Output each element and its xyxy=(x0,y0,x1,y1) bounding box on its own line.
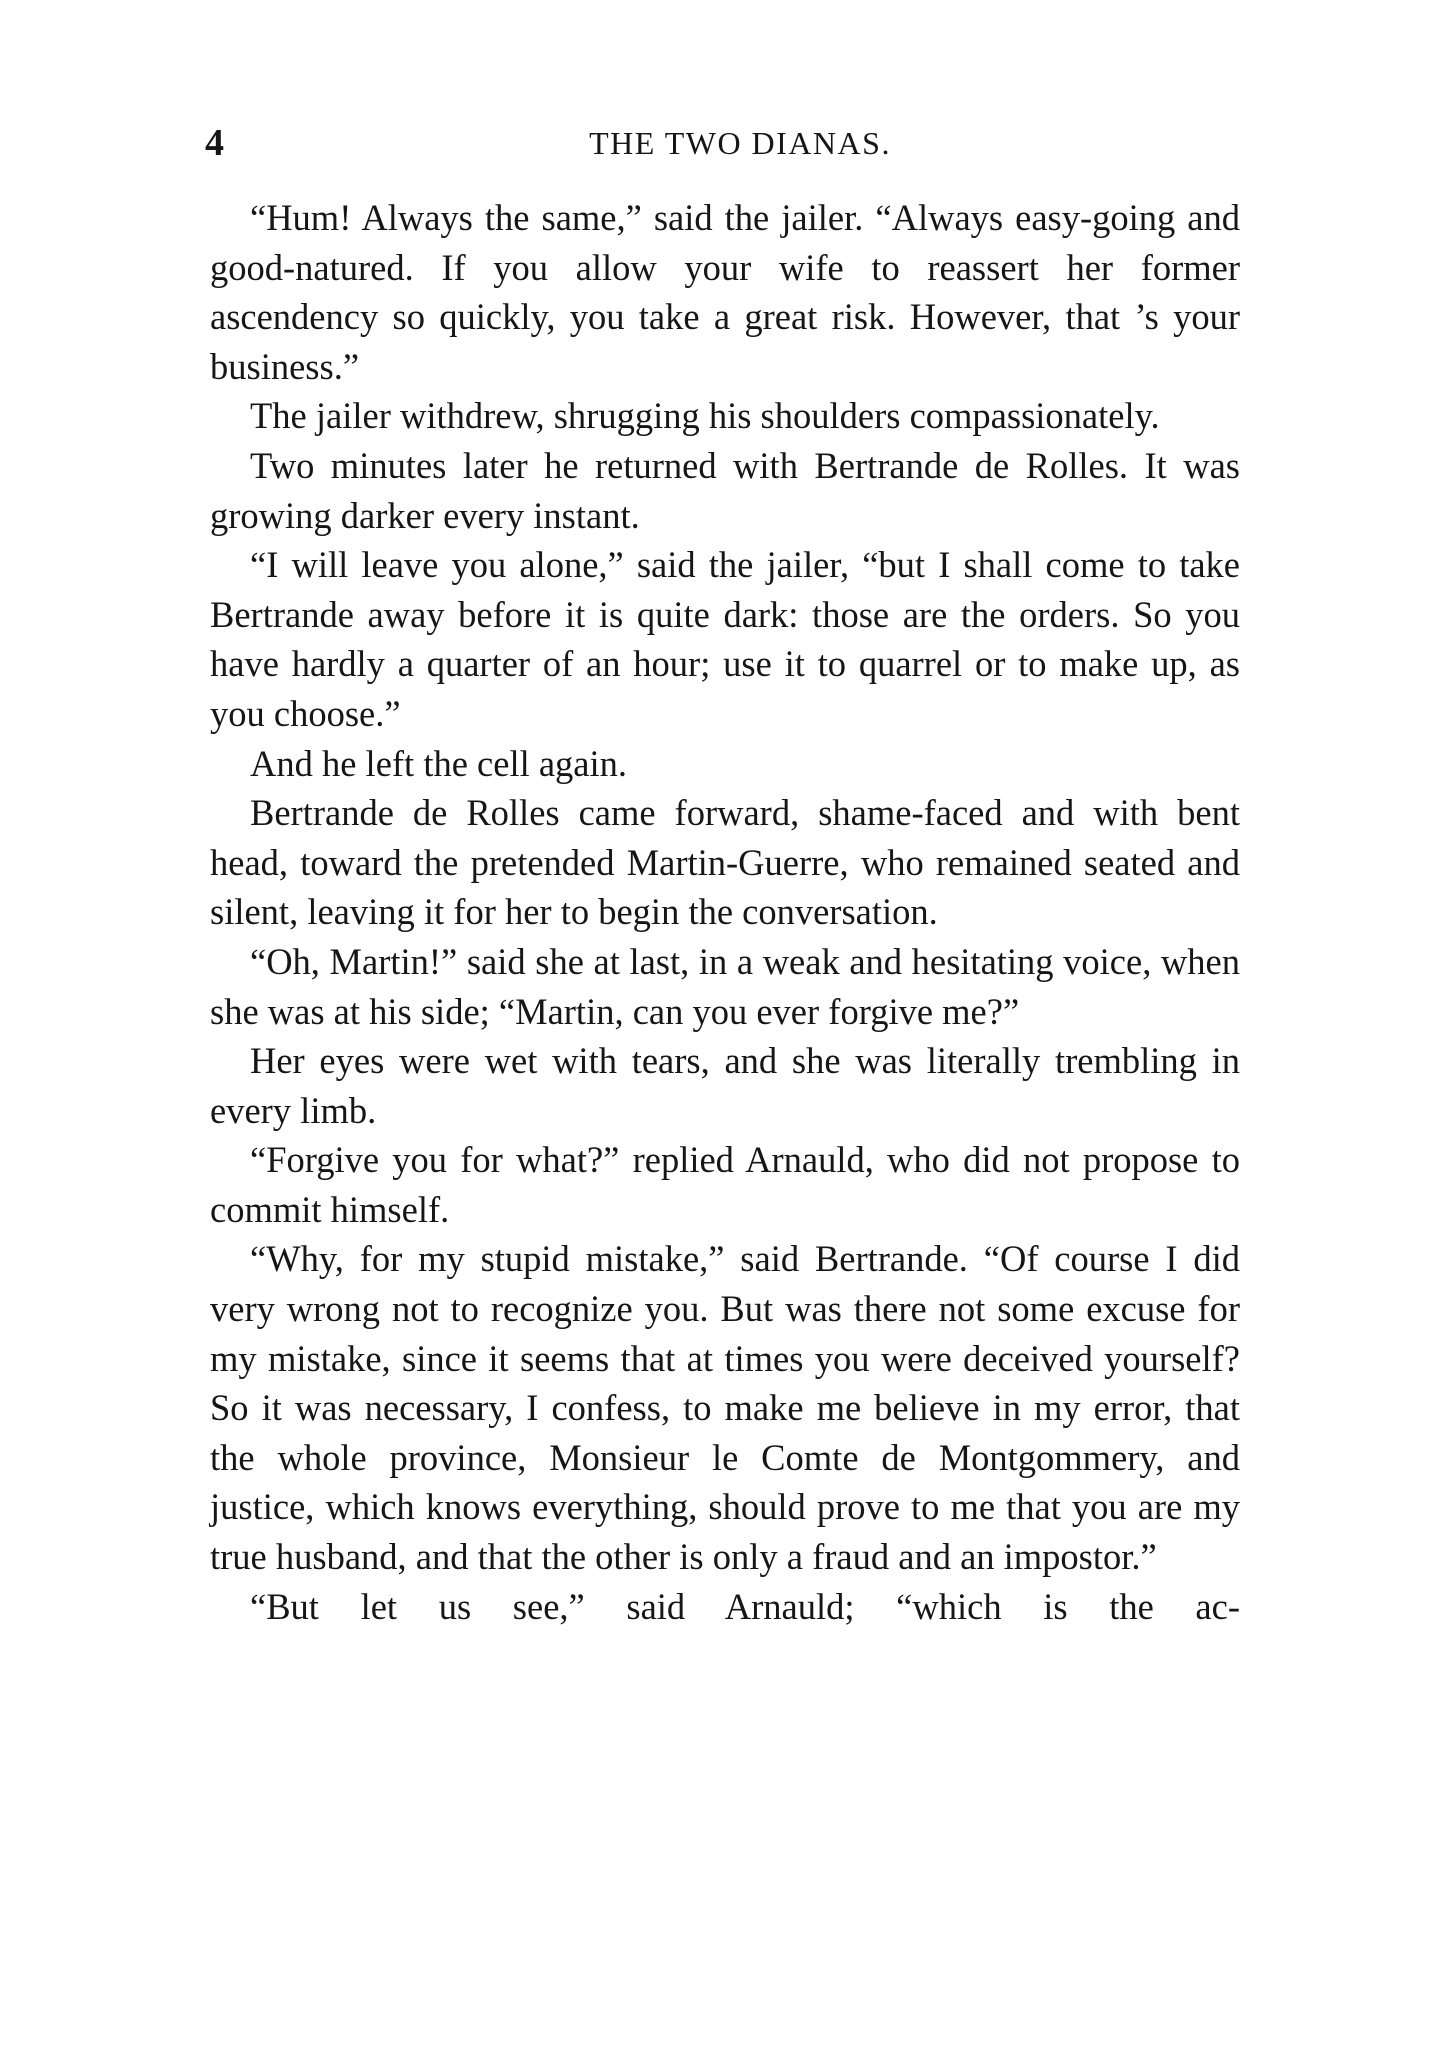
paragraph: Bertrande de Rolles came forward, shame-faced and with bent head, toward the pretended Martin-Guerre, who remained seated and silent, leaving it for her to begin the conversation. xyxy=(210,792,1240,933)
page-number: 4 xyxy=(205,122,224,164)
running-title: THE TWO DIANAS. xyxy=(589,125,891,161)
paragraph: The jailer withdrew, shrugging his shoulders compassionately. xyxy=(250,395,1160,437)
paragraph-continued: “But let us see,” said Arnauld; “which is the ac- xyxy=(250,1585,1240,1627)
paragraph: “Hum! Always the same,” said the jailer. “Always easy-going and good-natured. If you allow your wife to reassert her former ascendency so quickly, you take a great risk. However, that ’s your business.” xyxy=(210,197,1240,387)
paragraph: “Oh, Martin!” said she at last, in a weak and hesitating voice, when she was at his side; “Martin, can you ever forgive me?” xyxy=(210,940,1240,1032)
paragraph: Two minutes later he returned with Bertrande de Rolles. It was growing darker every instant. xyxy=(210,444,1240,536)
body-text xyxy=(210,193,1240,1631)
paragraph: “Why, for my stupid mistake,” said Bertrande. “Of course I did very wrong not to recognize you. But was there not some excuse for my mistake, since it seems that at times you were deceived yourself? So it was necessary, I confess, to make me believe in my error, that the whole province, Monsieur le Comte de Montgommery, and justice, which knows everything, should prove to me that you are my true husband, and that the other is only a fraud and an impostor.” xyxy=(210,1238,1240,1578)
paragraph: And he left the cell again. xyxy=(250,742,628,784)
paragraph: “I will leave you alone,” said the jailer, “but I shall come to take Bertrande away before it is quite dark: those are the orders. So you have hardly a quarter of an hour; use it to quarrel or to make up, as you choose.” xyxy=(210,544,1240,734)
paragraph: “Forgive you for what?” replied Arnauld, who did not propose to commit himself. xyxy=(210,1139,1240,1230)
running-head xyxy=(205,118,1245,168)
paragraph: Her eyes were wet with tears, and she was literally trembling in every limb. xyxy=(210,1040,1240,1131)
